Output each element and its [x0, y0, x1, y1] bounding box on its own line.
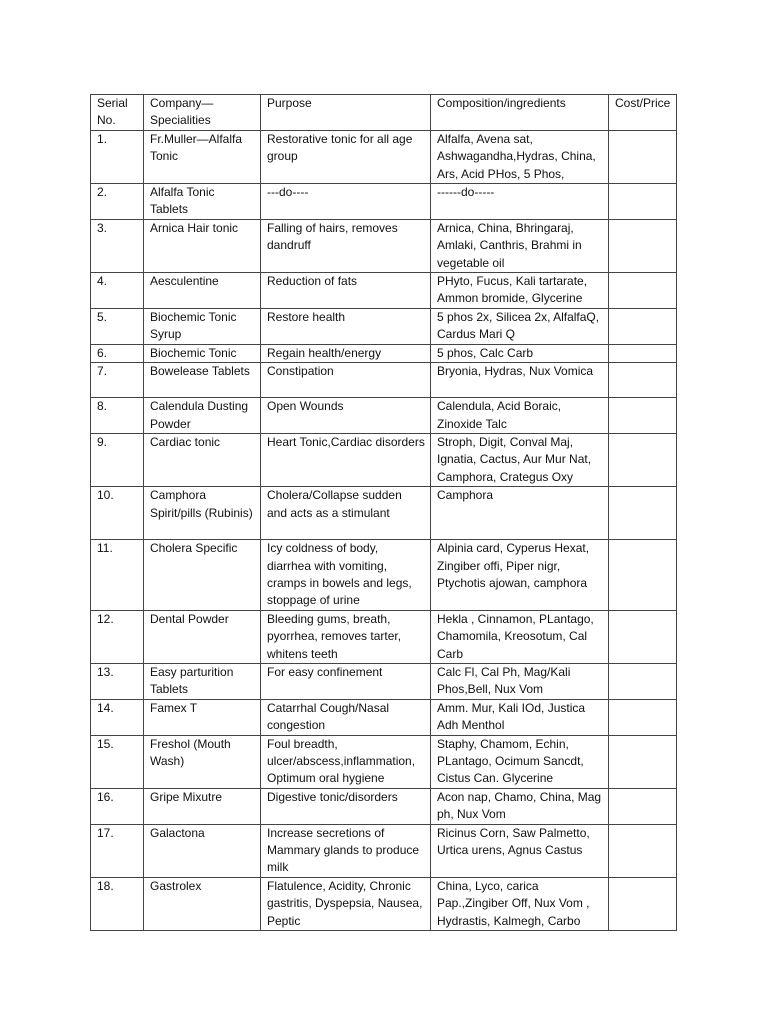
cell-composition: Acon nap, Chamo, China, Mag ph, Nux Vom — [431, 788, 609, 824]
cell-cost — [609, 824, 677, 877]
cell-purpose: Digestive tonic/disorders — [261, 788, 431, 824]
cell-purpose: Regain health/energy — [261, 344, 431, 362]
cell-purpose: Heart Tonic,Cardiac disorders — [261, 433, 431, 486]
cell-serial: 3. — [91, 219, 144, 272]
cell-serial: 17. — [91, 824, 144, 877]
cell-serial: 8. — [91, 398, 144, 434]
cell-purpose: Restorative tonic for all age group — [261, 130, 431, 183]
cell-serial: 7. — [91, 363, 144, 398]
cell-serial: 18. — [91, 877, 144, 930]
cell-company: Alfalfa Tonic Tablets — [144, 184, 261, 220]
table-row — [91, 344, 677, 362]
table-row — [91, 219, 677, 272]
cell-company: Dental Powder — [144, 610, 261, 663]
table-row — [91, 663, 677, 699]
table-row — [91, 877, 677, 930]
header-serial-line1: Serial — [97, 96, 128, 110]
table-row — [91, 824, 677, 877]
cell-company: Bowelease Tablets — [144, 363, 261, 398]
cell-cost — [609, 610, 677, 663]
table-row — [91, 184, 677, 220]
cell-cost — [609, 363, 677, 398]
cell-cost — [609, 487, 677, 540]
table-row — [91, 398, 677, 434]
cell-serial: 6. — [91, 344, 144, 362]
cell-cost — [609, 663, 677, 699]
header-serial-line2: No. — [97, 113, 116, 128]
cell-company: Camphora Spirit/pills (Rubinis) — [144, 487, 261, 540]
cell-serial: 16. — [91, 788, 144, 824]
cell-purpose: Falling of hairs, removes dandruff — [261, 219, 431, 272]
header-company-line2: Specialities — [150, 113, 211, 128]
header-company-line1: Company— — [150, 96, 214, 110]
cell-company: Calendula Dusting Powder — [144, 398, 261, 434]
cell-purpose: Increase secretions of Mammary glands to produce milk — [261, 824, 431, 877]
table-row — [91, 273, 677, 309]
cell-purpose: Restore health — [261, 308, 431, 344]
cell-company: Cholera Specific — [144, 540, 261, 611]
table-row — [91, 699, 677, 735]
cell-company: Gastrolex — [144, 877, 261, 930]
cell-serial: 12. — [91, 610, 144, 663]
table-row — [91, 130, 677, 183]
cell-composition: Alpinia card, Cyperus Hexat, Zingiber offi, Piper nigr, Ptychotis ajowan, camphora — [431, 540, 609, 611]
cell-cost — [609, 433, 677, 486]
cell-composition: 5 phos 2x, Silicea 2x, AlfalfaQ, Cardus Mari Q — [431, 308, 609, 344]
cell-purpose: Open Wounds — [261, 398, 431, 434]
cell-cost — [609, 788, 677, 824]
table-row — [91, 610, 677, 663]
cell-composition: Bryonia, Hydras, Nux Vomica — [431, 363, 609, 398]
header-cost: Cost/Price — [609, 95, 677, 131]
cell-cost — [609, 735, 677, 788]
cell-cost — [609, 308, 677, 344]
cell-purpose: Reduction of fats — [261, 273, 431, 309]
cell-serial: 10. — [91, 487, 144, 540]
cell-composition: Arnica, China, Bhringaraj, Amlaki, Canthris, Brahmi in vegetable oil — [431, 219, 609, 272]
cell-cost — [609, 273, 677, 309]
table-row — [91, 487, 677, 540]
medicine-table — [90, 94, 677, 931]
cell-serial: 5. — [91, 308, 144, 344]
cell-purpose: Flatulence, Acidity, Chronic gastritis, Dyspepsia, Nausea, Peptic — [261, 877, 431, 930]
cell-composition: Calc Fl, Cal Ph, Mag/Kali Phos,Bell, Nux Vom — [431, 663, 609, 699]
cell-company: Arnica Hair tonic — [144, 219, 261, 272]
cell-company: Famex T — [144, 699, 261, 735]
cell-composition: Staphy, Chamom, Echin, PLantago, Ocimum Sancdt, Cistus Can. Glycerine — [431, 735, 609, 788]
cell-company: Biochemic Tonic Syrup — [144, 308, 261, 344]
table-row — [91, 433, 677, 486]
cell-serial: 13. — [91, 663, 144, 699]
cell-purpose: Bleeding gums, breath, pyorrhea, removes tarter, whitens teeth — [261, 610, 431, 663]
cell-serial: 15. — [91, 735, 144, 788]
cell-cost — [609, 344, 677, 362]
cell-composition: ------do----- — [431, 184, 609, 220]
table-row — [91, 540, 677, 611]
header-company — [144, 95, 261, 131]
cell-cost — [609, 219, 677, 272]
cell-cost — [609, 540, 677, 611]
cell-composition: Hekla , Cinnamon, PLantago, Chamomila, Kreosotum, Cal Carb — [431, 610, 609, 663]
cell-purpose: For easy confinement — [261, 663, 431, 699]
header-row — [91, 95, 677, 131]
cell-serial: 11. — [91, 540, 144, 611]
cell-company: Aesculentine — [144, 273, 261, 309]
cell-purpose: Catarrhal Cough/Nasal congestion — [261, 699, 431, 735]
cell-purpose: Icy coldness of body, diarrhea with vomiting, cramps in bowels and legs, stoppage of urine — [261, 540, 431, 611]
cell-company: Biochemic Tonic — [144, 344, 261, 362]
cell-composition: PHyto, Fucus, Kali tartarate, Ammon bromide, Glycerine — [431, 273, 609, 309]
cell-company: Galactona — [144, 824, 261, 877]
table-row — [91, 308, 677, 344]
cell-cost — [609, 184, 677, 220]
cell-company: Fr.Muller—Alfalfa Tonic — [144, 130, 261, 183]
cell-serial: 2. — [91, 184, 144, 220]
cell-composition: Ricinus Corn, Saw Palmetto, Urtica urens, Agnus Castus — [431, 824, 609, 877]
cell-serial: 4. — [91, 273, 144, 309]
cell-composition: Camphora — [431, 487, 609, 540]
cell-purpose: Cholera/Collapse sudden and acts as a stimulant — [261, 487, 431, 540]
header-composition: Composition/ingredients — [431, 95, 609, 131]
cell-purpose: Constipation — [261, 363, 431, 398]
cell-cost — [609, 877, 677, 930]
cell-company: Easy parturition Tablets — [144, 663, 261, 699]
table-row — [91, 735, 677, 788]
cell-serial: 14. — [91, 699, 144, 735]
table-body — [91, 130, 677, 930]
header-serial — [91, 95, 144, 131]
cell-cost — [609, 130, 677, 183]
cell-serial: 9. — [91, 433, 144, 486]
cell-composition: 5 phos, Calc Carb — [431, 344, 609, 362]
cell-company: Gripe Mixutre — [144, 788, 261, 824]
cell-company: Freshol (Mouth Wash) — [144, 735, 261, 788]
cell-composition: Calendula, Acid Boraic, Zinoxide Talc — [431, 398, 609, 434]
cell-composition: Amm. Mur, Kali IOd, Justica Adh Menthol — [431, 699, 609, 735]
cell-purpose: ---do---- — [261, 184, 431, 220]
cell-cost — [609, 699, 677, 735]
table-row — [91, 788, 677, 824]
cell-composition: China, Lyco, carica Pap.,Zingiber Off, Nux Vom , Hydrastis, Kalmegh, Carbo — [431, 877, 609, 930]
cell-composition: Stroph, Digit, Conval Maj, Ignatia, Cactus, Aur Mur Nat, Camphora, Crategus Oxy — [431, 433, 609, 486]
cell-composition: Alfalfa, Avena sat, Ashwagandha,Hydras, China, Ars, Acid PHos, 5 Phos, — [431, 130, 609, 183]
cell-cost — [609, 398, 677, 434]
table-row — [91, 363, 677, 398]
cell-company: Cardiac tonic — [144, 433, 261, 486]
header-purpose: Purpose — [261, 95, 431, 131]
cell-purpose: Foul breadth, ulcer/abscess,inflammation, Optimum oral hygiene — [261, 735, 431, 788]
cell-serial: 1. — [91, 130, 144, 183]
